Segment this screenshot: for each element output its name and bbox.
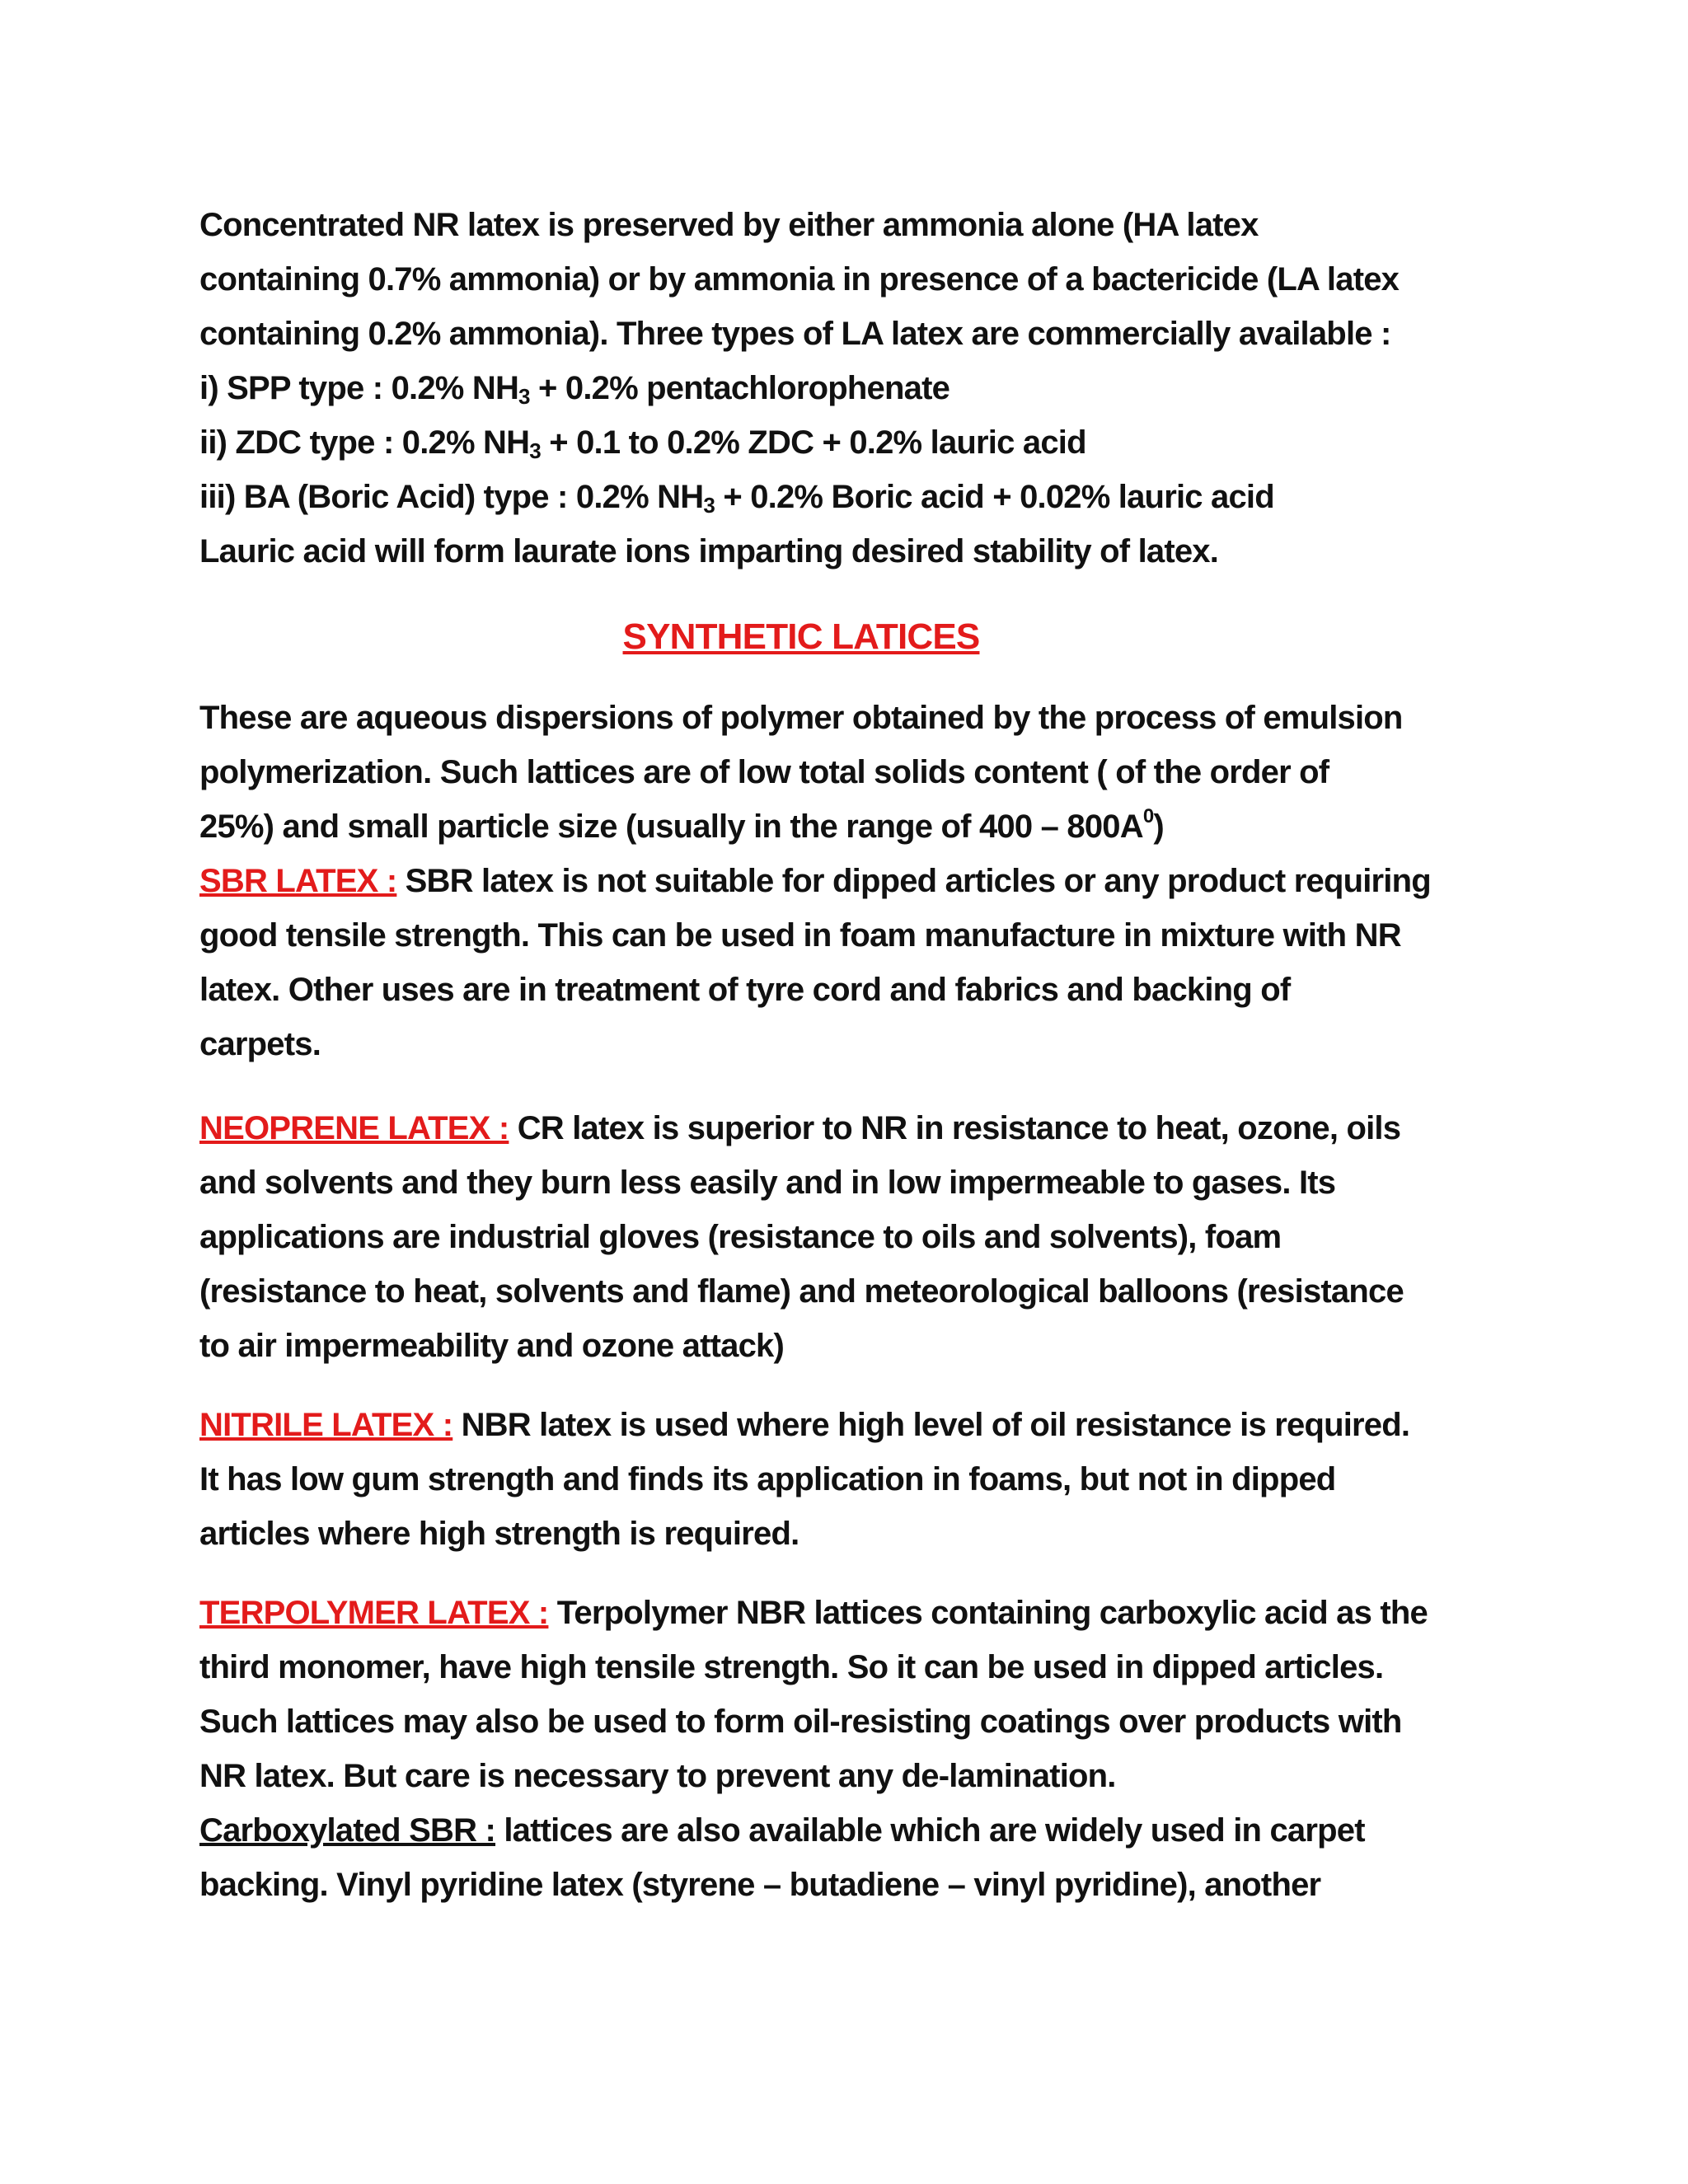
section-title: SYNTHETIC LATICES — [622, 616, 980, 657]
synthetic-paragraph — [199, 691, 1518, 854]
paragraph-gap — [199, 1561, 1518, 1586]
neoprene-text: CR latex is superior to NR in resistance to heat, ozone, oils — [509, 1110, 1401, 1146]
carboxylated-text: lattices are also available which are widely used in carpet — [495, 1812, 1365, 1849]
intro-line: containing 0.7% ammonia) or by ammonia in presence of a bactericide (LA latex — [199, 261, 1400, 298]
carboxylated-line: backing. Vinyl pyridine latex (styrene – butadiene – vinyl pyridine), another — [199, 1867, 1321, 1903]
nitrile-paragraph — [199, 1398, 1518, 1561]
synthetic-line: polymerization. Such lattices are of low total solids content ( of the order of — [199, 754, 1329, 790]
intro-line: containing 0.2% ammonia). Three types of LA latex are commercially available : — [199, 316, 1391, 352]
ba-type-line — [199, 470, 1518, 524]
subscript: 3 — [703, 493, 715, 518]
sbr-line: latex. Other uses are in treatment of tyre cord and fabrics and backing of — [199, 972, 1291, 1008]
sbr-paragraph — [199, 854, 1518, 1071]
neoprene-line: (resistance to heat, solvents and flame) and meteorological balloons (resistance — [199, 1273, 1404, 1310]
terpolymer-line: third monomer, have high tensile strength. So it can be used in dipped articles. — [199, 1649, 1384, 1685]
nitrile-label: NITRILE LATEX : — [199, 1407, 453, 1443]
nitrile-line — [199, 1398, 1518, 1452]
synthetic-line: These are aqueous dispersions of polymer obtained by the process of emulsion — [199, 700, 1403, 736]
sbr-label: SBR LATEX : — [199, 863, 397, 899]
intro-line: Concentrated NR latex is preserved by either ammonia alone (HA latex — [199, 207, 1259, 243]
nitrile-text: NBR latex is used where high level of oil resistance is required. — [452, 1407, 1410, 1443]
sbr-text: SBR latex is not suitable for dipped articles or any product requiring — [396, 863, 1431, 899]
spp-type-text: + 0.2% pentachlorophenate — [529, 370, 950, 406]
spp-type-line — [199, 361, 1518, 415]
synthetic-text: 25%) and small particle size (usually in the range of 400 – 800A — [199, 808, 1143, 845]
terpolymer-line — [199, 1586, 1518, 1640]
terpolymer-line: NR latex. But care is necessary to prevent any de-lamination. — [199, 1758, 1116, 1794]
zdc-type-text: + 0.1 to 0.2% ZDC + 0.2% lauric acid — [540, 424, 1086, 461]
sbr-line: carpets. — [199, 1026, 321, 1062]
terpolymer-line: Such lattices may also be used to form oil-resisting coatings over products with — [199, 1704, 1402, 1740]
terpolymer-text: Terpolymer NBR lattices containing carboxylic acid as the — [548, 1595, 1428, 1631]
ba-type-text: iii) BA (Boric Acid) type : 0.2% NH — [199, 479, 704, 515]
synthetic-line — [199, 799, 1518, 854]
nitrile-line: articles where high strength is required. — [199, 1516, 799, 1552]
ba-type-text: + 0.2% Boric acid + 0.02% lauric acid — [715, 479, 1274, 515]
terpolymer-label: TERPOLYMER LATEX : — [199, 1595, 549, 1631]
neoprene-paragraph — [199, 1101, 1518, 1373]
spp-type-text: i) SPP type : 0.2% NH — [199, 370, 519, 406]
nitrile-line: It has low gum strength and finds its application in foams, but not in dipped — [199, 1461, 1336, 1497]
intro-paragraph — [199, 198, 1518, 579]
sbr-line: good tensile strength. This can be used in foam manufacture in mixture with NR — [199, 917, 1401, 954]
subscript: 3 — [529, 438, 541, 463]
terpolymer-paragraph — [199, 1586, 1518, 1912]
zdc-type-text: ii) ZDC type : 0.2% NH — [199, 424, 530, 461]
carboxylated-label: Carboxylated SBR : — [199, 1812, 496, 1849]
neoprene-line: and solvents and they burn less easily and in low impermeable to gases. Its — [199, 1165, 1336, 1201]
neoprene-line: to air impermeability and ozone attack) — [199, 1328, 784, 1364]
neoprene-line: applications are industrial gloves (resistance to oils and solvents), foam — [199, 1219, 1282, 1255]
synthetic-text: ) — [1153, 808, 1164, 845]
subscript: 3 — [518, 384, 530, 409]
paragraph-gap — [199, 1071, 1518, 1101]
carboxylated-line — [199, 1803, 1518, 1858]
neoprene-line — [199, 1101, 1518, 1155]
intro-line: Lauric acid will form laurate ions imparting desired stability of latex. — [199, 533, 1219, 569]
neoprene-label: NEOPRENE LATEX : — [199, 1110, 509, 1146]
zdc-type-line — [199, 415, 1518, 470]
paragraph-gap — [199, 1373, 1518, 1398]
sbr-line — [199, 854, 1518, 908]
document-page — [199, 198, 1518, 1912]
superscript: 0 — [1142, 805, 1154, 827]
